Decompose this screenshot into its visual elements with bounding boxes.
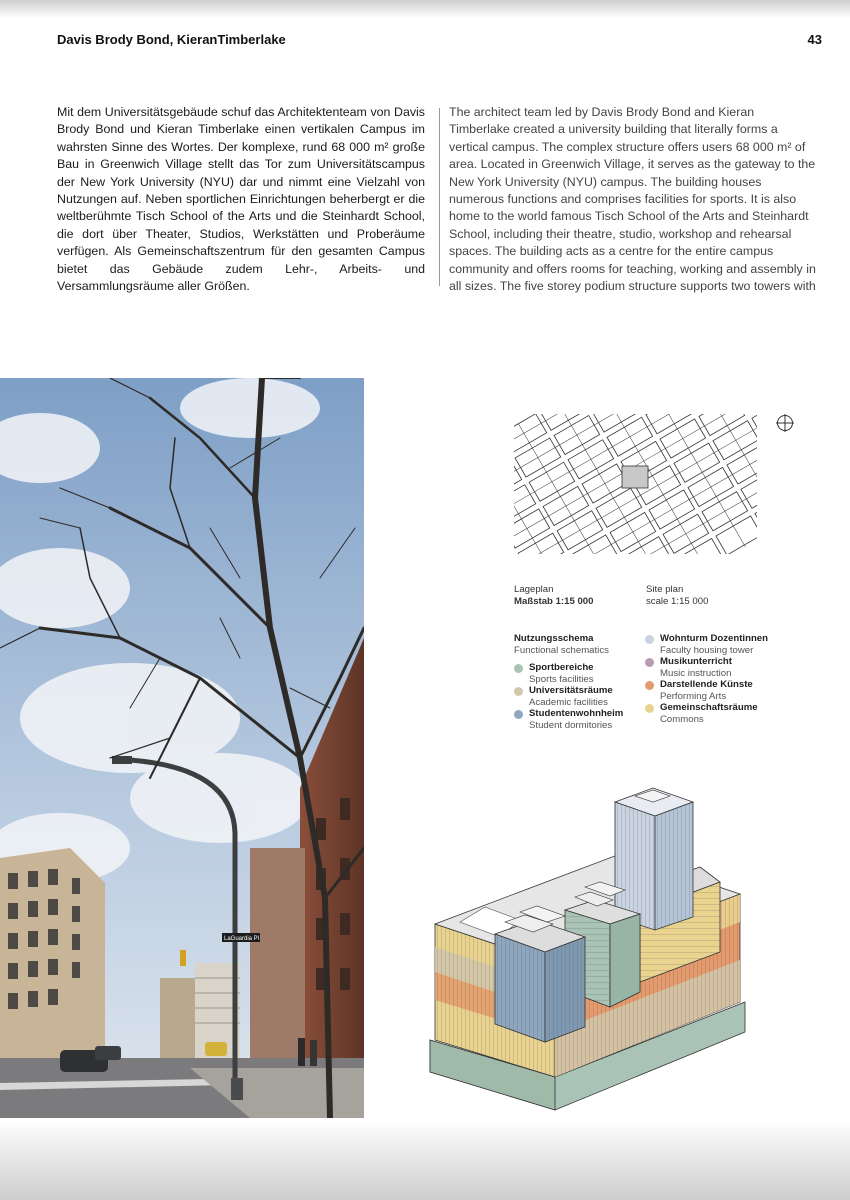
siteplan-title-de: Lageplan xyxy=(514,584,554,595)
siteplan-label-german xyxy=(514,584,593,607)
legend-swatch xyxy=(514,710,523,719)
legend-item: Darstellende Künste Performing Arts xyxy=(645,679,785,702)
street-photo xyxy=(0,378,364,1118)
siteplan-label-english xyxy=(646,584,708,607)
mid-building xyxy=(250,848,305,1078)
axonometric-building-diagram xyxy=(425,772,755,1112)
body-text-german: Mit dem Universitätsgebäude schuf das Architektenteam von Davis Brody Bond und Kieran Timberlake einen vertikalen Campus im wahrsten Sinne des Wortes. Der komplexe, rund 68 000 m² große Bau in Greenwich Village stellt das Tor zum Universitätscampus der New York University (NYU) dar und nimmt eine Vielzahl von Nutzungen auf. Neben sportlichen Einrichtungen beherbergt er die weltberühmte Tisch School of the Arts und die Steinhardt School, die dort über Theater, Studios, Werkstätten und Proberäume verfügen. Als Gemeinschaftszentrum für den gesamten Campus bietet das Gebäude zudem Lehr-, Arbeits- und Versammlungsräume aller Größen. xyxy=(57,105,425,294)
page-number: 43 xyxy=(807,32,822,47)
siteplan-scale-en: scale 1:15 000 xyxy=(646,595,709,607)
north-arrow-icon xyxy=(776,414,794,432)
taxi xyxy=(205,1042,227,1056)
legend-item: Musikunterricht Music instruction xyxy=(645,656,785,679)
distant-building xyxy=(160,978,200,1058)
running-header: Davis Brody Bond, KieranTimberlake xyxy=(57,32,286,47)
bottom-shadow xyxy=(0,1120,850,1200)
legend-item: Universitätsräume Academic facilities xyxy=(514,685,642,708)
legend-item: Gemeinschaftsräume Commons xyxy=(645,702,785,725)
svg-text:LaGuardia Pl: LaGuardia Pl xyxy=(224,936,260,942)
siteplan-scale-de: Maßstab 1:15 000 xyxy=(514,595,594,607)
legend-item: Wohnturm Dozentinnen Faculty housing tower xyxy=(645,633,785,656)
schematics-title-de: Nutzungsschema xyxy=(514,633,594,644)
legend-swatch xyxy=(514,687,523,696)
legend-swatch xyxy=(514,664,523,673)
legend-item: Studentenwohnheim Student dormitories xyxy=(514,708,642,731)
left-building xyxy=(0,848,105,1058)
legend-swatch xyxy=(645,658,654,667)
legend-swatch xyxy=(645,635,654,644)
car xyxy=(95,1046,121,1060)
legend-swatch xyxy=(645,681,654,690)
top-shadow xyxy=(0,0,850,18)
legend-item: Sportbereiche Sports facilities xyxy=(514,662,642,685)
column-divider xyxy=(439,108,440,286)
siteplan-title-en: Site plan xyxy=(646,584,684,595)
legend-right xyxy=(645,633,785,725)
site-highlight xyxy=(622,466,648,488)
legend-left xyxy=(514,633,642,731)
site-plan-map xyxy=(514,414,757,554)
legend-swatch xyxy=(645,704,654,713)
body-text-english: The architect team led by Davis Brody Bond and Kieran Timberlake created a university building that literally forms a vertical campus. The complex structure offers users 68 000 m² of area. Located in Greenwich Village, it serves as the gateway to the New York University (NYU) campus. The building houses numerous functions and comprises facilities for sports. It is also home to the world famous Tisch School of the Arts and Steinhardt School, including their theatre, studio, workshop and rehearsal spaces. The building acts as a centre for the entire campus community and offers rooms for teaching, working and assembly in all sizes. The five storey podium structure supports two towers with xyxy=(449,105,816,294)
schematics-title-en: Functional schematics xyxy=(514,644,609,656)
